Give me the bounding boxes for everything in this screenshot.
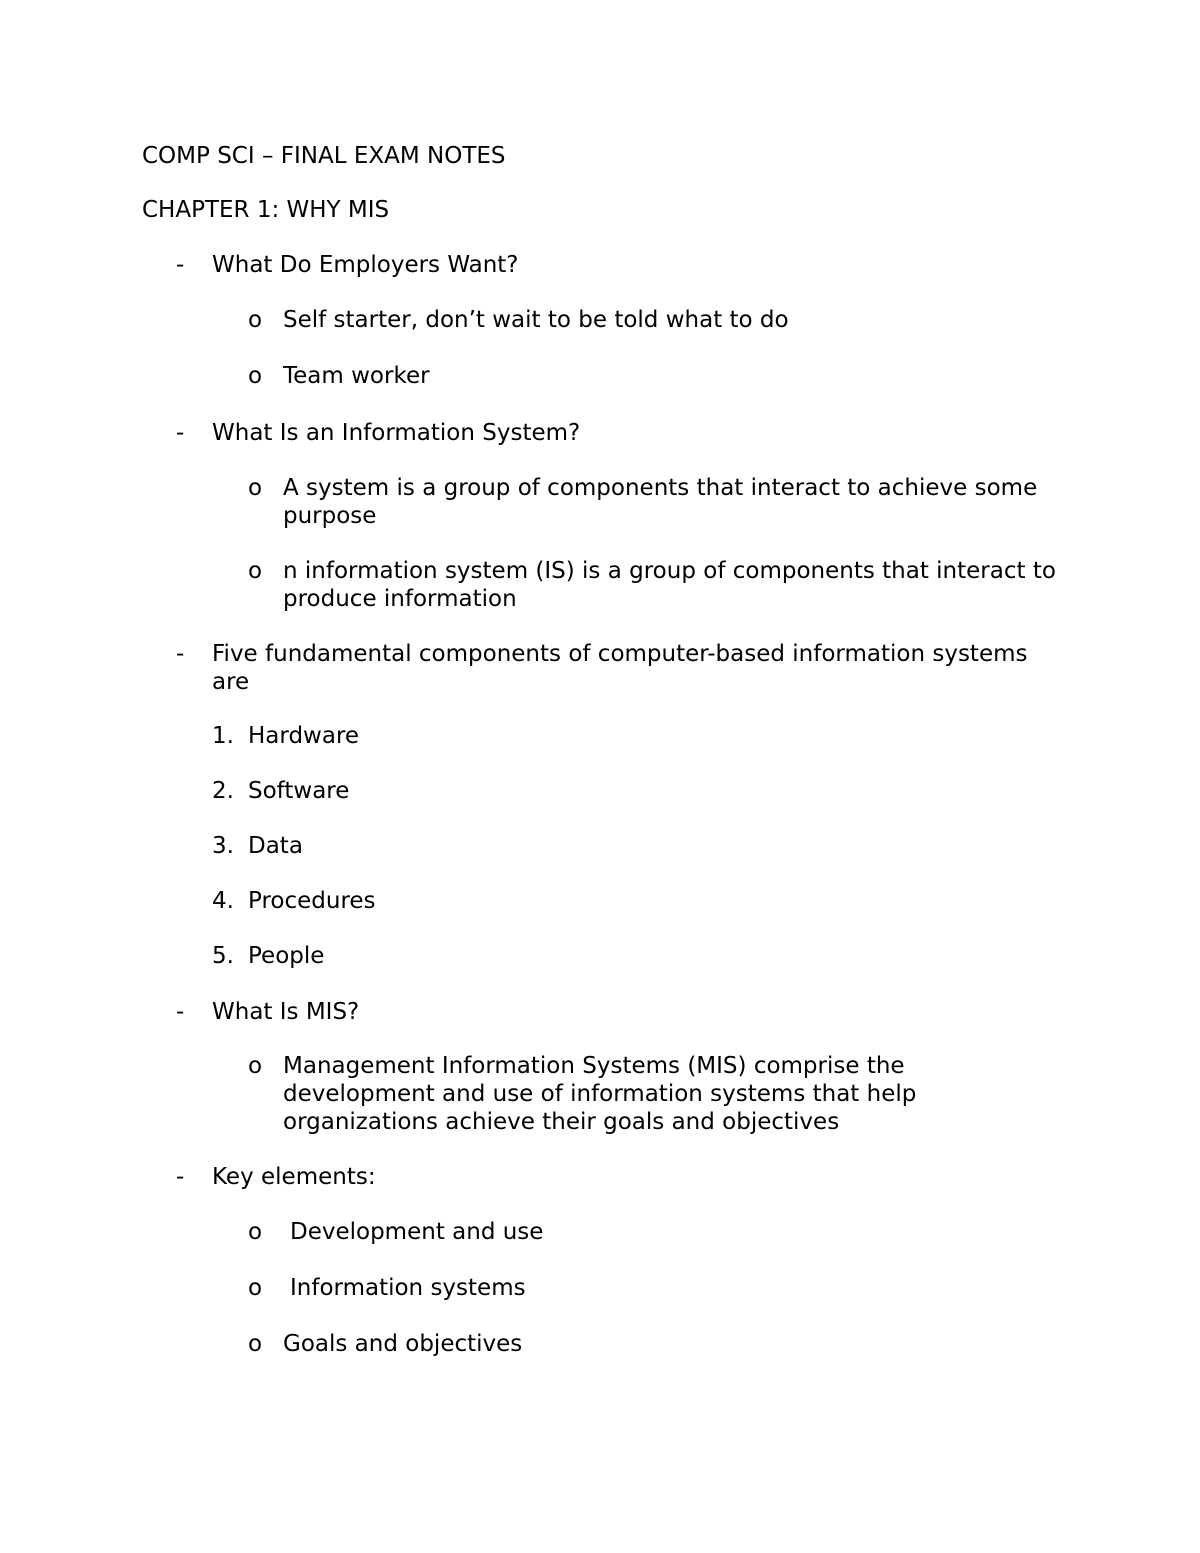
circle-bullet: o	[248, 475, 263, 501]
circle-bullet: o	[248, 1219, 263, 1245]
list-item-text: What Is MIS?	[212, 999, 360, 1025]
dash-bullet: -	[176, 420, 185, 446]
item-number: 5.	[212, 943, 234, 969]
doc-title: COMP SCI – FINAL EXAM NOTES	[142, 143, 506, 169]
sub-list-item-text: Management Information Systems (MIS) comprise the development and use of information systems that help organizations achieve their goals and objectives	[283, 1053, 917, 1135]
list-item-text: Key elements:	[212, 1164, 376, 1190]
sub-list-item-text: A system is a group of components that interact to achieve some purpose	[283, 475, 1038, 529]
sub-list-item-text: n information system (IS) is a group of components that interact to produce information	[283, 558, 1056, 612]
sub-list-item-text: Development and use	[290, 1219, 544, 1245]
sub-list-item-text: Information systems	[290, 1275, 526, 1301]
numbered-item-text: Software	[248, 778, 350, 804]
sub-list-item-text: Team worker	[283, 363, 430, 389]
item-number: 1.	[212, 723, 234, 749]
circle-bullet: o	[248, 1331, 263, 1357]
dash-bullet: -	[176, 252, 185, 278]
circle-bullet: o	[248, 363, 263, 389]
list-item-text: What Do Employers Want?	[212, 252, 519, 278]
numbered-item-text: Hardware	[248, 723, 360, 749]
chapter-heading: CHAPTER 1: WHY MIS	[142, 197, 390, 223]
dash-bullet: -	[176, 999, 185, 1025]
sub-list-item-text: Goals and objectives	[283, 1331, 523, 1357]
numbered-item-text: People	[248, 943, 325, 969]
numbered-item-text: Procedures	[248, 888, 376, 914]
item-number: 4.	[212, 888, 234, 914]
list-item-text: What Is an Information System?	[212, 420, 581, 446]
sub-list-item-text: Self starter, don’t wait to be told what to do	[283, 307, 789, 333]
circle-bullet: o	[248, 1053, 263, 1079]
circle-bullet: o	[248, 558, 263, 584]
dash-bullet: -	[176, 641, 185, 667]
circle-bullet: o	[248, 1275, 263, 1301]
numbered-item-text: Data	[248, 833, 303, 859]
list-item-text: Five fundamental components of computer-based information systems are	[212, 641, 1028, 695]
item-number: 2.	[212, 778, 234, 804]
dash-bullet: -	[176, 1164, 185, 1190]
item-number: 3.	[212, 833, 234, 859]
circle-bullet: o	[248, 307, 263, 333]
